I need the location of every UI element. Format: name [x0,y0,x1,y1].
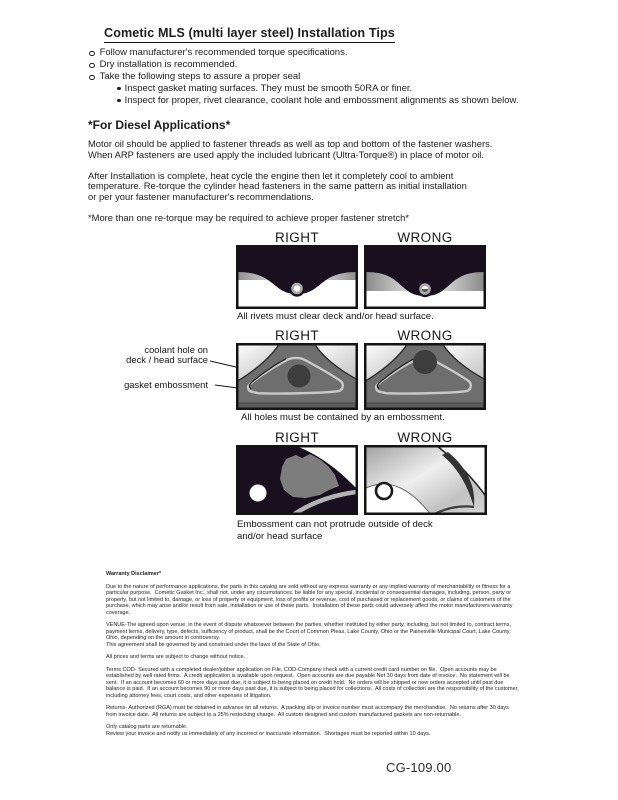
tip-text: Inspect for proper, rivet clearance, coolant hole and embossment alignments as shown below. [124,95,519,106]
coolant-hole-right-diagram [236,343,358,410]
tip-text: Follow manufacturer's recommended torque specifications. [99,47,348,58]
wrong-label: WRONG [397,230,453,245]
retorque-note: *More than one re-torque may be required to achieve proper fastener stretch* [88,211,410,223]
disclaimer-paragraph: This agreement shall be governed by and construed under the laws of the State of Ohio. [106,641,321,648]
circle-bullet-icon [89,63,95,69]
list-item [117,83,519,95]
list-item [89,71,519,83]
diagram-caption [237,519,433,542]
disclaimer-paragraph: Due to the nature of performance applications, the parts in this catalog are sold without any express warranty or any implied warranty of merchantability or fitness for a particular purpose. Cometic Gasket Inc., shall not, under any circumstances, be liable for any special, incidental or consequential damages, including, person, party or property, but not limited to, damage, or loss of property or equipment, loss of profits or revenue, cost of purchased or replacement goods, or claims of customers of the purchase, which may arise and/or result from sale, installation or use of these parts. Installation of these parts could adversely affect the motor manufacturers warranty coverage. [106,583,515,616]
list-item [89,59,519,71]
disclaimer-paragraph: VENUE-The agreed upon venue, in the event of dispute whatsoever between the parties, whether instituted by either party, including, but not limited to, contract terms, payment terms, delivery, type, defects, sufficiency of product, shall be the Court of Common Pleas, Lake County, Ohio or the Painesville Municipal Court, Lake County, Ohio, depending on the amount in controversy. [106,622,513,641]
circle-bullet-icon [89,75,95,81]
list-item [117,95,519,107]
rivet-clearance-right-diagram [236,245,358,309]
wrong-label: WRONG [397,328,453,343]
right-label: RIGHT [275,430,319,445]
page-code: CG-109.00 [386,760,452,775]
diesel-paragraph-1 [88,139,558,161]
tip-text: Dry installation is recommended. [99,59,238,70]
annotation-line: deck / head surface [126,353,208,365]
annotation-line: coolant hole on [144,344,208,355]
diesel-heading: *For Diesel Applications* [88,118,231,132]
right-label: RIGHT [275,230,319,245]
warranty-disclaimer [106,571,520,743]
disclaimer-paragraph: Review your invoice and notify us immediately of any incorrect or inaccurate information. Shortages must be reported within 10 days. [106,730,431,737]
coolant-hole-wrong-diagram [364,343,486,410]
diagram-caption: All holes must be contained by an embossment. [241,412,445,423]
dot-bullet-icon [117,99,121,103]
list-item [89,47,519,59]
tip-text: Inspect gasket mating surfaces. They must be smooth 50RA or finer. [124,83,413,94]
disclaimer-paragraph: Only catalog parts are returnable. [106,724,188,730]
embossment-wrong-diagram [364,445,487,515]
rivet-clearance-wrong-diagram [364,245,486,309]
paragraph-line: When ARP fasteners are used apply the included lubricant (Ultra-Torque®) in place of motor oil. [88,148,484,160]
right-label: RIGHT [275,328,319,343]
paragraph-line: temperature. Re-torque the cylinder head fasteners in the same pattern as initial installation [88,180,467,192]
disclaimer-paragraph: Terms COD- Secured with a completed dealer/jobber application on File, COD-Company check with a current credit card number on file. Open accounts may be established by well rated firms. A credit application is available upon request. Open accounts are due payable Net 30 days from date of invoice. No statement will be sent. If an account becomes 60 or more days past due, it is subject to being placed on credit hold. No orders will be shipped or new orders accepted until past due balance is paid. If an account becomes 90 or more days past due, it is subject to being placed for collections. All costs of collection are the responsibility of the customer, including attorney fees, court costs, and other expenses of litigation. [106,666,521,699]
paragraph-line: After Installation is complete, heat cycle the engine then let it completely cool to ambient [88,169,454,181]
wrong-label: WRONG [397,430,453,445]
diesel-paragraph-2 [88,171,558,203]
tip-text: Take the following steps to assure a proper seal [99,71,301,82]
caption-line: and/or head surface [237,530,323,542]
paragraph-line: Motor oil should be applied to fastener threads as well as top and bottom of the fastener washers. [88,138,493,149]
disclaimer-heading: Warranty Disclaimer* [106,571,162,577]
embossment-right-diagram [236,445,358,515]
disclaimer-paragraph: Returns- Authorized (RGA) must be obtained in advance on all returns. A packing slip or invoice number must accompany the merchandise. No returns after 30 days from invoice date. All returns are subject to a 25% restocking charge. All custom designed and custom manufactured gaskets are non-returnable. [106,705,511,718]
disclaimer-paragraph: All prices and terms are subject to change without notice. [106,654,246,660]
tips-list [89,47,519,107]
diesel-section [88,118,558,234]
dot-bullet-icon [117,87,121,91]
gasket-embossment-annotation: gasket embossment [124,379,208,390]
paragraph-line: or per your fastener manufacturer's recommendations. [88,191,314,203]
coolant-hole-annotation [88,345,208,364]
caption-line: Embossment can not protrude outside of deck [237,519,433,530]
diagram-caption: All rivets must clear deck and/or head surface. [237,311,434,322]
page-title: Cometic MLS (multi layer steel) Installation Tips [104,26,395,43]
circle-bullet-icon [89,51,95,57]
